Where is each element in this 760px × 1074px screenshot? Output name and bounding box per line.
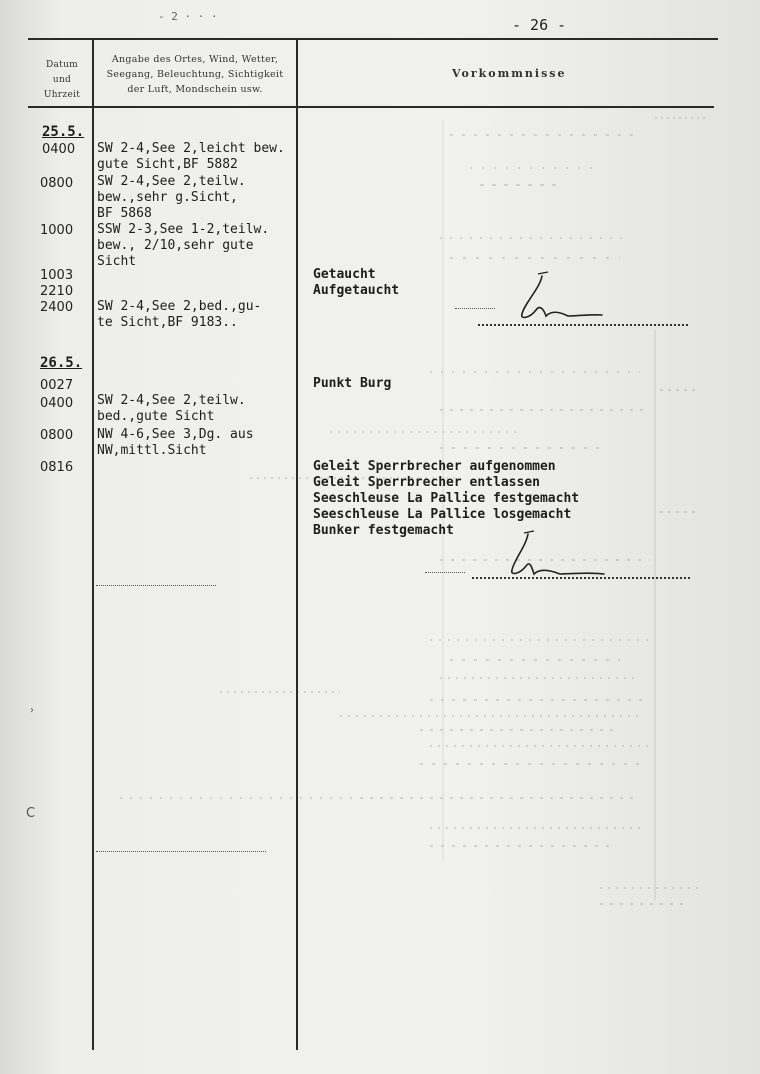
dotted-fill-line (96, 851, 266, 852)
time-entry: 0816 (40, 460, 74, 475)
page-number: - 26 - (512, 16, 567, 34)
event-entry: Getaucht (313, 267, 376, 282)
time-entry: 0400 (40, 396, 74, 411)
weather-line: Sicht (97, 254, 137, 269)
dotted-fill-line (96, 585, 216, 586)
header-date-line: Uhrzeit (43, 90, 81, 100)
signature-line-1 (478, 324, 688, 326)
header-events: Vorkommnisse (452, 67, 567, 80)
event-line: Geleit Sperrbrecher aufgenommen (313, 459, 556, 474)
event-entry: Aufgetaucht (313, 283, 400, 298)
event-entry: Punkt Burg (313, 376, 392, 391)
signature-line-2 (472, 577, 690, 579)
header-weather (96, 52, 294, 97)
weather-line: SW 2-4,See 2,leicht bew. (97, 141, 285, 156)
time-entry: 2210 (40, 284, 74, 299)
weather-line: SW 2-4,See 2,teilw. (97, 393, 246, 408)
event-line: Seeschleuse La Pallice festgemacht (313, 491, 580, 506)
weather-line: bed.,gute Sicht (97, 409, 215, 424)
time-entry: 0800 (40, 428, 74, 443)
weather-line: NW 4-6,See 3,Dg. aus (97, 427, 254, 442)
time-entry: 2400 (40, 300, 74, 315)
event-line: Geleit Sperrbrecher entlassen (313, 475, 540, 490)
event-line: Seeschleuse La Pallice losgemacht (313, 507, 572, 522)
time-entry: 0027 (40, 378, 74, 393)
weather-line: gute Sicht,BF 5882 (97, 157, 238, 172)
signature-2 (500, 530, 620, 582)
column-divider-2 (296, 40, 298, 1050)
time-entry: 1000 (40, 223, 74, 238)
date-entry: 25.5. (42, 124, 85, 140)
dotted-separator (455, 308, 495, 309)
header-top-rule (28, 38, 718, 40)
weather-line: bew., 2/10,sehr gute (97, 238, 254, 253)
column-divider-1 (92, 40, 94, 1050)
weather-line: SW 2-4,See 2,teilw. (97, 174, 246, 189)
dotted-separator (425, 572, 465, 573)
weather-line: te Sicht,BF 9183.. (97, 315, 238, 330)
header-weather-line: Seegang, Beleuchtung, Sichtigkeit (106, 69, 284, 80)
time-entry: 0400 (42, 142, 76, 157)
weather-line: SW 2-4,See 2,bed.,gu- (97, 299, 262, 314)
header-date (38, 58, 86, 103)
header-weather-line: Angabe des Ortes, Wind, Wetter, (111, 54, 279, 65)
margin-tick: › (30, 705, 34, 716)
event-line: Bunker festgemacht (313, 523, 454, 538)
time-entry: 0800 (40, 176, 74, 191)
weather-line: SSW 2-3,See 1-2,teilw. (97, 222, 270, 237)
time-entry: 1003 (40, 268, 74, 283)
margin-mark: C (26, 806, 36, 821)
signature-1 (510, 270, 620, 328)
header-weather-line: der Luft, Mondschein usw. (127, 84, 263, 95)
date-entry: 26.5. (40, 355, 83, 371)
header-date-line: Datum (45, 60, 79, 70)
weather-line: NW,mittl.Sicht (97, 443, 207, 458)
weather-line: bew.,sehr g.Sicht, (97, 190, 238, 205)
header-date-line: und (52, 75, 72, 85)
weather-line: BF 5868 (97, 206, 152, 221)
top-margin-marks: - 2 · · · (158, 10, 218, 23)
header-bottom-rule (28, 106, 714, 108)
